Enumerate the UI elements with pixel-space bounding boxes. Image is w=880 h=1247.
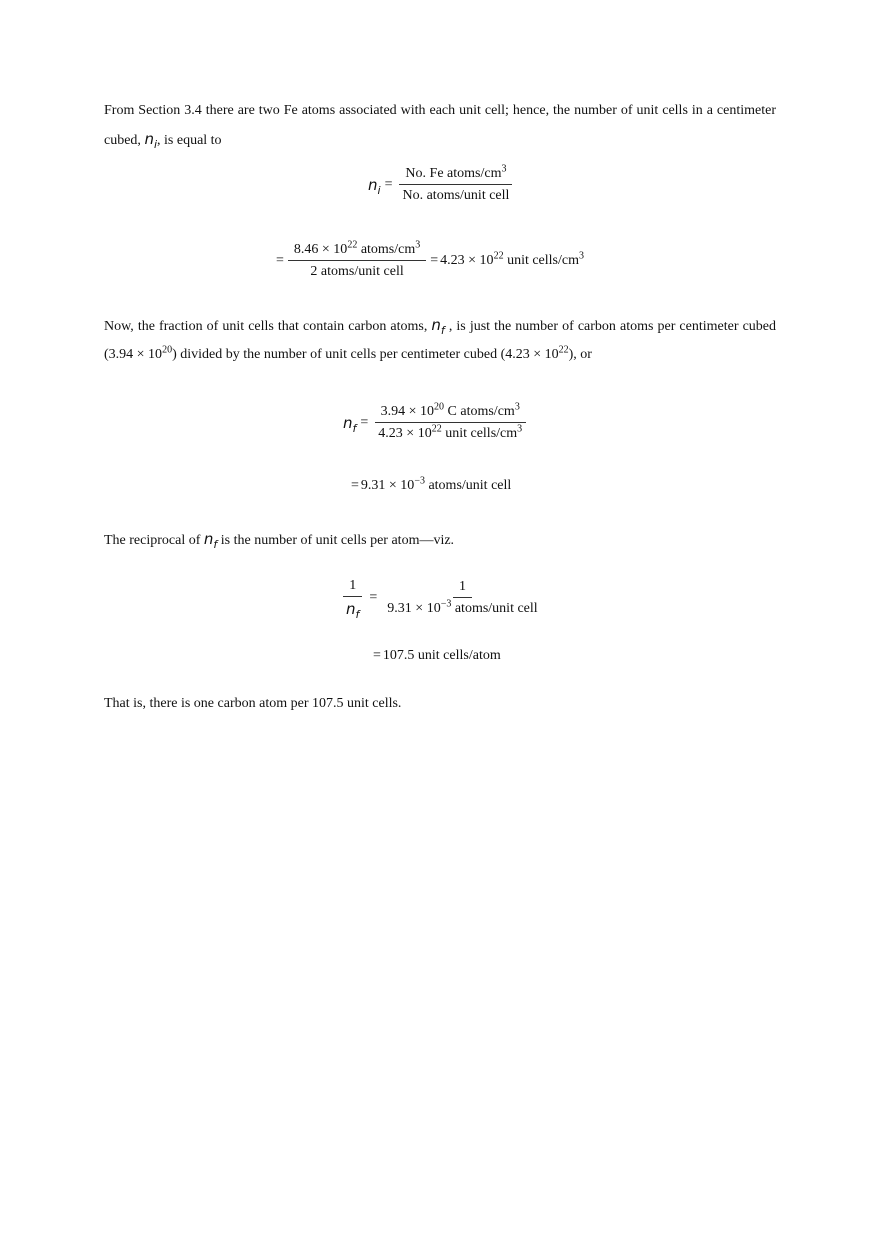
var-subscript: f — [355, 608, 360, 621]
var-symbol: n — [346, 600, 356, 618]
text-segment: Now, the fraction of unit cells that contain carbon atoms, — [104, 319, 432, 334]
text-segment: From Section 3.4 there are two Fe atoms associated with each unit cell; hence, the number of unit cells in a centimeter cubed, — [104, 103, 776, 148]
result-unit: unit cells/cm — [503, 253, 579, 268]
var-subscript: i — [377, 184, 381, 197]
denominator — [372, 423, 528, 442]
numerator-text: 8.46 × 10 — [293, 242, 348, 257]
text-segment: That is, there is one carbon atom per 107.5 unit cells. — [104, 696, 402, 711]
variable-nf — [431, 316, 445, 337]
fraction — [288, 239, 426, 280]
paragraph-conclusion — [104, 690, 776, 718]
equation-nf-value — [349, 475, 512, 494]
exponent: 20 — [434, 401, 445, 413]
exponent: 22 — [558, 344, 569, 356]
equation-ni-definition — [368, 163, 517, 204]
paragraph-unit-cells — [104, 97, 776, 155]
denominator — [381, 598, 543, 617]
exponent: 22 — [493, 250, 504, 262]
text-segment: , is just the number of carbon atoms per centimeter cubed (3.94 × 10 — [104, 319, 776, 362]
var-symbol: n — [203, 530, 214, 548]
lhs-fraction — [340, 578, 365, 621]
denominator — [340, 597, 365, 621]
exponent: −3 — [414, 475, 425, 487]
denominator-unit: atoms/unit cell — [451, 601, 538, 616]
fraction — [396, 163, 515, 204]
equals-sign: = — [351, 478, 359, 493]
exponent: 22 — [347, 239, 358, 251]
denominator-unit: unit cells/cm — [441, 426, 518, 441]
var-subscript: f — [213, 538, 218, 551]
equals-sign: = — [276, 253, 284, 268]
numerator-unit: C atoms/cm — [444, 404, 515, 419]
text-segment: ), or — [568, 347, 592, 362]
denominator: 2 atoms/unit cell — [310, 264, 404, 279]
denominator: No. atoms/unit cell — [402, 188, 510, 203]
exponent: 3 — [514, 401, 520, 413]
numerator-text: No. Fe atoms/cm — [405, 166, 502, 181]
equals-sign: = — [384, 177, 393, 192]
text-segment: , is equal to — [157, 133, 222, 148]
text-segment: ) divided by the number of unit cells per centimeter cubed (4.23 × 10 — [172, 347, 559, 362]
denominator-text: 9.31 × 10 — [387, 601, 441, 616]
variable-nf — [203, 530, 218, 551]
variable-ni — [144, 130, 158, 151]
lhs-variable — [368, 176, 381, 197]
text-segment: is the number of unit cells per atom—viz. — [217, 533, 455, 548]
numerator — [375, 401, 526, 423]
equals-sign: = — [430, 253, 439, 268]
exponent: 22 — [431, 423, 442, 435]
exponent: −3 — [440, 598, 452, 610]
equation-reciprocal-value — [371, 648, 501, 664]
equals-sign: = — [369, 590, 378, 605]
result-text: 4.23 × 10 — [440, 253, 494, 268]
numerator — [399, 163, 512, 185]
equation-reciprocal — [338, 578, 546, 621]
paragraph-reciprocal — [104, 525, 776, 555]
exponent: 3 — [517, 423, 523, 435]
equation-nf-definition — [343, 401, 530, 442]
equals-sign: = — [373, 648, 381, 663]
exponent: 3 — [579, 250, 584, 262]
numerator — [288, 239, 426, 261]
var-symbol: n — [343, 414, 353, 432]
lhs-variable — [343, 414, 357, 435]
equation-ni-value — [274, 239, 584, 280]
denominator-text: 4.23 × 10 — [378, 426, 432, 441]
result-value: 107.5 unit cells/atom — [382, 648, 501, 663]
var-symbol: n — [144, 130, 154, 148]
numerator: 1 — [343, 578, 362, 597]
var-symbol: n — [368, 176, 378, 194]
rhs-fraction — [381, 579, 543, 617]
exponent: 3 — [501, 163, 507, 175]
var-subscript: f — [352, 422, 357, 435]
var-subscript: i — [153, 138, 158, 151]
numerator: 1 — [453, 579, 472, 598]
var-symbol: n — [431, 316, 441, 334]
fraction — [372, 401, 528, 442]
result-text: 9.31 × 10 — [360, 478, 415, 493]
result-value — [440, 250, 584, 269]
equals-sign: = — [360, 415, 369, 430]
paragraph-fraction-carbon — [104, 311, 776, 369]
text-segment: The reciprocal of — [104, 533, 204, 548]
result-value — [360, 475, 512, 494]
result-unit: atoms/unit cell — [424, 478, 512, 493]
var-subscript: f — [440, 324, 445, 337]
exponent: 20 — [162, 344, 173, 356]
numerator-text: 3.94 × 10 — [380, 404, 435, 419]
numerator-unit: atoms/cm — [357, 242, 416, 257]
exponent: 3 — [415, 239, 421, 251]
